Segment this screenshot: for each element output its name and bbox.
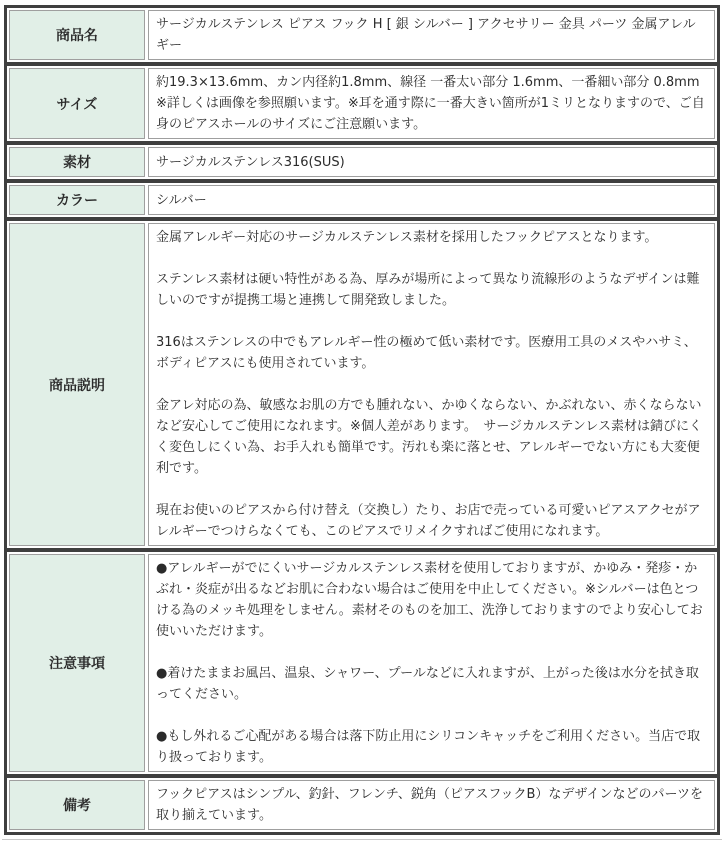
spec-label-description — [9, 223, 145, 546]
spec-label-product-name — [9, 10, 145, 60]
spec-label-size — [9, 68, 145, 139]
spec-label-text: 素材 — [63, 155, 91, 171]
spec-label-material — [9, 147, 145, 177]
spec-label-text: 商品名 — [56, 28, 98, 44]
spec-paragraph: サージカルステンレス ピアス フック H [ 銀 シルバー ] アクセサリー 金具 パーツ 金属アレルギー — [156, 17, 696, 53]
spec-row-remarks — [5, 776, 719, 834]
table-bottom-divider — [2, 839, 722, 843]
spec-paragraph: 金属アレルギー対応のサージカルステンレス素材を採用したフックピアスとなります。 — [156, 230, 658, 245]
spec-value-description — [148, 223, 715, 546]
spec-value-remarks — [148, 780, 715, 830]
spec-label-text: 備考 — [63, 798, 91, 814]
product-spec-table — [4, 5, 720, 835]
spec-paragraph: 金アレ対応の為、敏感なお肌の方でも腫れない、かゆくならない、かぶれない、赤くならないなど安心してご使用になれます。※個人差があります。 サージカルステンレス素材は錆びにくく変色しにくい為、お手入れも簡単です。汚れも楽に落とせ、アレルギーでない方にも大変便利です。 — [156, 398, 703, 476]
spec-paragraph: 316はステンレスの中でもアレルギー性の極めて低い素材です。医療用工具のメスやハサミ、ボディピアスにも使用されています。 — [156, 335, 697, 371]
spec-value-size — [148, 68, 715, 139]
spec-row-color — [5, 181, 719, 219]
spec-label-remarks — [9, 780, 145, 830]
spec-paragraph: シルバー — [156, 192, 207, 208]
spec-label-text: 商品説明 — [49, 377, 105, 394]
spec-row-material — [5, 143, 719, 181]
spec-paragraph: ステンレス素材は硬い特性がある為、厚みが場所によって異なり流線形のようなデザインは難しいのですが提携工場と連携して開発致しました。 — [156, 272, 700, 308]
spec-paragraph: ※詳しくは画像を参照願います。※耳を通す際に一番大きい箇所が1ミリとなりますので、ご自身のピアスホールのサイズにご注意願います。 — [156, 96, 705, 132]
spec-value-color — [148, 185, 715, 215]
spec-label-text: サイズ — [56, 96, 98, 113]
spec-paragraph: サージカルステンレス316(SUS) — [156, 154, 345, 170]
spec-value-material — [148, 147, 715, 177]
spec-row-precautions — [5, 550, 719, 776]
spec-paragraph: ●アレルギーがでにくいサージカルステンレス素材を使用しておりますが、かゆみ・発疹・かぶれ・炎症が出るなどお肌に合わない場合はご使用を中止してください。※シルバーは色とつける為のメッキ処理をしません。素材そのものを加工、洗浄しておりますのでより安心してお使いいただけます。 — [156, 561, 703, 639]
spec-label-text: 注意事項 — [49, 656, 105, 672]
spec-paragraph: 現在お使いのピアスから付け替え（交換し）たり、お店で売っている可愛いピアスアクセがアレルギーでつけらなくても、このピアスでリメイクすればご使用になれます。 — [156, 503, 701, 539]
spec-label-color — [9, 185, 145, 215]
spec-row-product-name — [5, 6, 719, 64]
spec-label-precautions — [9, 554, 145, 772]
spec-value-precautions — [148, 554, 715, 772]
spec-label-text: カラー — [56, 193, 98, 209]
spec-paragraph: 約19.3×13.6mm、カン内径約1.8mm、線径 一番太い部分 1.6mm、一番細い部分 0.8mm — [156, 75, 700, 90]
spec-paragraph: フックピアスはシンプル、釣針、フレンチ、鋭角（ピアスフックB）なデザインなどのパーツを取り揃えています。 — [156, 787, 703, 823]
spec-row-description — [5, 219, 719, 550]
spec-paragraph: ●もし外れるご心配がある場合は落下防止用にシリコンキャッチをご利用ください。当店で取り扱っております。 — [156, 729, 701, 765]
spec-paragraph: ●着けたままお風呂、温泉、シャワー、プールなどに入れますが、上がった後は水分を拭き取ってください。 — [156, 666, 699, 702]
spec-value-product-name — [148, 10, 715, 60]
spec-row-size — [5, 64, 719, 143]
